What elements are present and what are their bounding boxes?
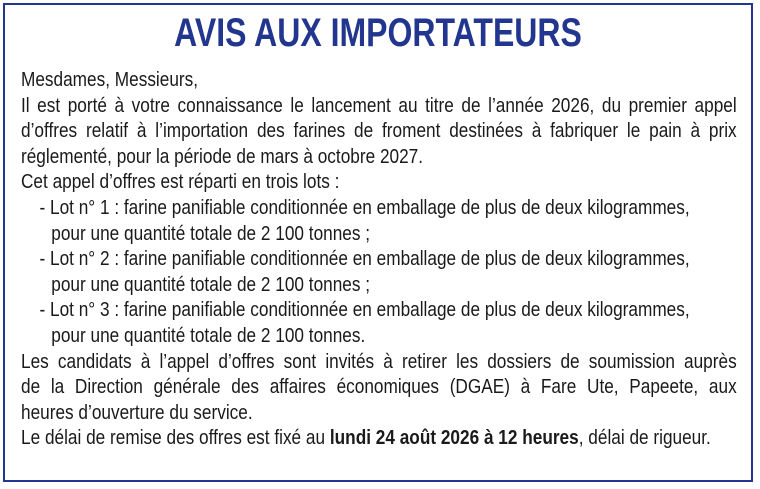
- paragraph-line: de la Direction générale des affaires économiques (DGAE) à Fare Ute, Papeete, aux: [21, 375, 737, 399]
- salutation: Mesdames, Messieurs,: [21, 68, 199, 91]
- deadline-line: [21, 425, 711, 451]
- notice-title: AVIS AUX IMPORTATEURS: [174, 11, 582, 55]
- paragraph-line: Il est porté à votre connaissance le lancement au titre de l’année 2026, du premier appel: [21, 93, 737, 117]
- deadline-date: lundi 24 août 2026 à 12 heures: [329, 426, 579, 450]
- lot-item: - Lot n° 3 : farine panifiable conditionnée en emballage de plus de deux kilogrammes,: [39, 298, 690, 322]
- lot-item-detail: pour une quantité totale de 2 100 tonnes ;: [51, 221, 371, 245]
- paragraph-line: réglementé, pour la période de mars à octobre 2027.: [21, 144, 424, 168]
- lot-item-detail: pour une quantité totale de 2 100 tonnes ;: [51, 272, 371, 296]
- lot-item-detail: pour une quantité totale de 2 100 tonnes.: [51, 323, 366, 347]
- paragraph-line: Les candidats à l’appel d’offres sont invités à retirer les dossiers de soumission auprès: [21, 349, 737, 373]
- deadline-prefix: Le délai de remise des offres est fixé au: [21, 426, 330, 450]
- notice-frame: [3, 3, 753, 482]
- notice-body: [21, 67, 737, 451]
- lot-item: - Lot n° 1 : farine panifiable conditionnée en emballage de plus de deux kilogrammes,: [39, 195, 690, 219]
- deadline-suffix: , délai de rigueur.: [578, 426, 711, 450]
- paragraph-line: heures d’ouverture du service.: [21, 400, 253, 424]
- lots-intro: Cet appel d’offres est réparti en trois lots :: [21, 170, 340, 194]
- lot-item: - Lot n° 2 : farine panifiable conditionnée en emballage de plus de deux kilogrammes,: [39, 247, 690, 271]
- paragraph-line: d’offres relatif à l’importation des farines de froment destinées à fabriquer le pain à prix: [21, 119, 737, 143]
